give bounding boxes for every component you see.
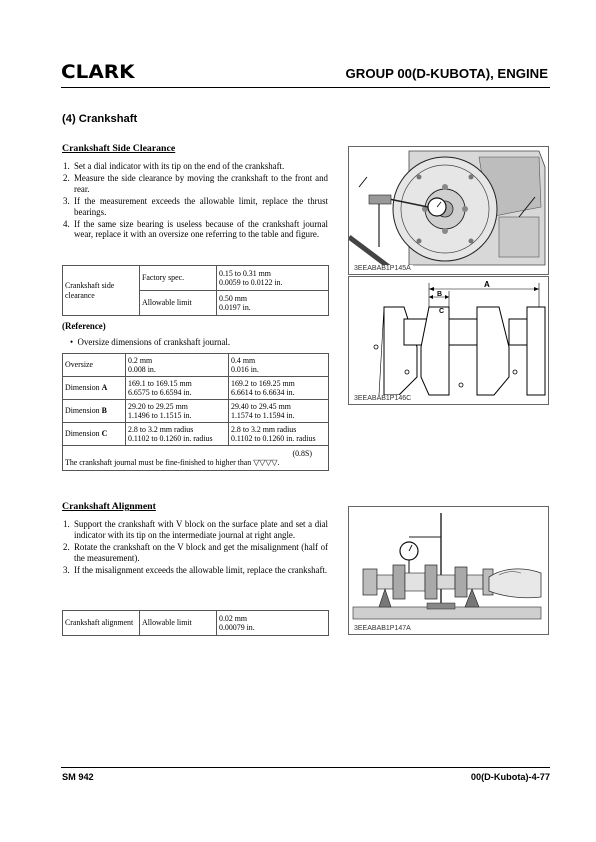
side-clearance-spec-table [62, 265, 329, 316]
figure-crankshaft-alignment [348, 506, 549, 635]
list-item: 1. Set a dial indicator with its tip on the end of the crankshaft. [63, 161, 285, 171]
list-item: 3. If the measurement exceeds the allowable limit, replace the thrust bearings. [63, 195, 328, 217]
figure-caption: 3EEABAB1P147A [354, 625, 411, 632]
list-item: 2. Rotate the crankshaft on the V block and get the misalignment (half of the measurement). [63, 541, 328, 563]
list-item: 1. Support the crankshaft with V block on the surface plate and set a dial indicator with its tip on the intermediate journal at right angle. [63, 519, 328, 540]
reference-heading: (Reference) [62, 321, 106, 331]
spec-value: 0.15 to 0.31 mm 0.0059 to 0.0122 in. [217, 266, 329, 291]
footer-left: SM 942 [62, 772, 94, 782]
table-row: (0.8S) The crankshaft journal must be fine-finished to higher than ▽▽▽▽. [63, 446, 329, 471]
figure-caption: 3EEABAB1P146C [354, 395, 412, 402]
figure-crankshaft-dimensions [348, 276, 549, 405]
spec-item: Crankshaft side clearance [63, 266, 140, 316]
clark-logo: CLARK [61, 61, 135, 83]
spec-value: 0.50 mm 0.0197 in. [217, 291, 329, 316]
spec-label: Allowable limit [140, 291, 217, 316]
alignment-steps [62, 519, 328, 577]
reference-bullet: • Oversize dimensions of crankshaft journal. [70, 337, 231, 347]
list-item: 2. Measure the side clearance by moving the crankshaft to the front and rear. [63, 172, 328, 194]
group-title: GROUP 00(D-KUBOTA), ENGINE [345, 66, 548, 81]
crankshaft-v-block-illustration [349, 507, 548, 634]
table-row: Dimension C 2.8 to 3.2 mm radius 0.1102 to 0.1260 in. radius 2.8 to 3.2 mm radius 0.1102 to 0.1260 in. radius [63, 423, 329, 446]
table-row: Dimension B 29.20 to 29.25 mm 1.1496 to 1.1515 in. 29.40 to 29.45 mm 1.1574 to 1.1594 in. [63, 400, 329, 423]
list-item: 3. If the misalignment exceeds the allowable limit, replace the crankshaft. [63, 564, 328, 575]
table-row: Oversize 0.2 mm 0.008 in. 0.4 mm 0.016 in. [63, 354, 329, 377]
spec-label: Factory spec. [140, 266, 217, 291]
table-row: Dimension A 169.1 to 169.15 mm 6.6575 to 6.6594 in. 169.2 to 169.25 mm 6.6614 to 6.6634 in. [63, 377, 329, 400]
figure-side-clearance [348, 146, 549, 275]
side-clearance-heading: Crankshaft Side Clearance [62, 143, 176, 154]
section-title: (4) Crankshaft [62, 113, 138, 125]
list-item: 4. If the same size bearing is useless because of the crankshaft journal wear, replace it with an oversize one referring to the table and figure. [63, 218, 328, 240]
footer-rule [61, 767, 550, 768]
header-rule [61, 87, 550, 88]
dimension-label-b: B [437, 291, 443, 298]
alignment-heading: Crankshaft Alignment [62, 501, 156, 512]
side-clearance-steps [62, 161, 328, 241]
oversize-table [62, 353, 329, 471]
engine-dial-indicator-illustration [349, 147, 548, 274]
dimension-label-c: C [439, 308, 445, 315]
figure-caption: 3EEABAB1P145A [354, 265, 411, 272]
footer-page-number: 00(D-Kubota)-4-77 [470, 772, 550, 782]
crankshaft-dimension-diagram [349, 277, 548, 404]
dimension-label-a: A [484, 280, 490, 289]
alignment-spec-table: Crankshaft alignment Allowable limit 0.02 mm 0.00079 in. [62, 610, 329, 636]
